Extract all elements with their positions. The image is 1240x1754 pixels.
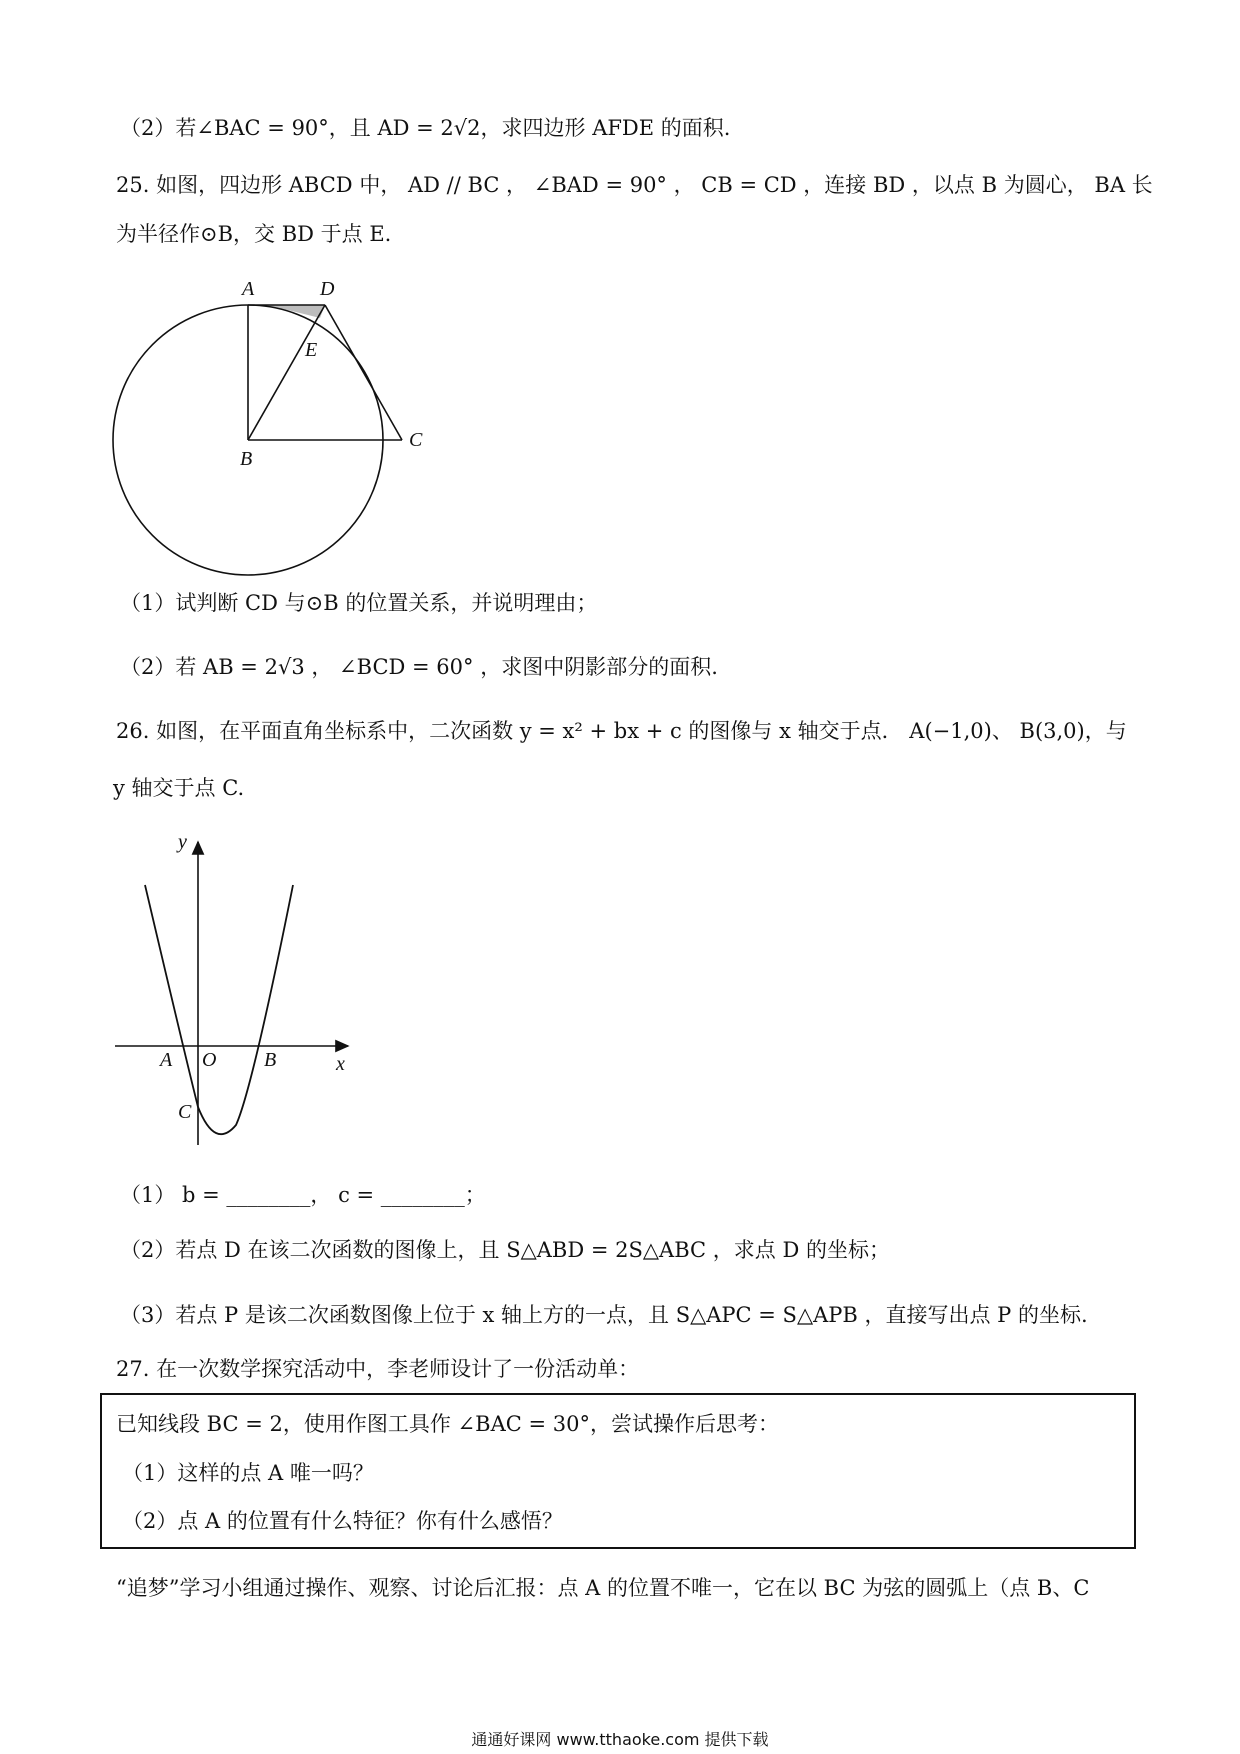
activity-box [100, 1393, 1136, 1549]
q26-part2: （2）若点 D 在该二次函数的图像上，且 S△ABD = 2S△ABC ，求点 D 的坐标； [120, 1238, 890, 1262]
label-b: B [264, 1049, 277, 1071]
box-line3: （2）点 A 的位置有什么特征？你有什么感悟？ [122, 1509, 563, 1533]
q26-stem-line2: y 轴交于点 C. [113, 776, 245, 800]
q26-figure [100, 830, 360, 1160]
q25-part2: （2）若 AB = 2√3 ， ∠BCD = 60° ，求图中阴影部分的面积. [120, 655, 718, 679]
label-y: y [178, 831, 187, 853]
segment-bd [248, 305, 325, 440]
label-x: x [336, 1053, 345, 1075]
label-a: A [242, 278, 255, 300]
label-b: B [240, 448, 253, 470]
q27-report: “追梦”学习小组通过操作、观察、讨论后汇报：点 A 的位置不唯一，它在以 BC 为弦的圆弧上（点 B、C [116, 1576, 1090, 1600]
box-line1: 已知线段 BC = 2，使用作图工具作 ∠BAC = 30°，尝试操作后思考： [116, 1412, 779, 1436]
q25-stem-line2: 为半径作⊙B，交 BD 于点 E. [116, 222, 392, 246]
q26-part1: （1） b = ________， c = ________； [120, 1183, 486, 1207]
label-e: E [305, 339, 318, 361]
label-c: C [409, 429, 423, 451]
shaded-region [248, 305, 325, 318]
q25-figure [100, 270, 460, 600]
q24-part2: （2）若∠BAC = 90°，且 AD = 2√2，求四边形 AFDE 的面积. [120, 116, 731, 140]
q26-stem-line1: 26. 如图，在平面直角坐标系中，二次函数 y = x² + bx + c 的图像与 x 轴交于点． A(−1,0)、 B(3,0)，与 [116, 719, 1127, 743]
label-a: A [160, 1049, 173, 1071]
label-o: O [202, 1049, 217, 1071]
parabola [145, 885, 293, 1134]
q25-stem-line1: 25. 如图，四边形 ABCD 中， AD // BC ， ∠BAD = 90° ， CB = CD ，连接 BD ，以点 B 为圆心， BA 长 [116, 173, 1153, 197]
page-footer: 通通好课网 www.tthaoke.com 提供下载 [471, 1730, 769, 1749]
segment-dc [325, 305, 402, 440]
q26-part3: （3）若点 P 是该二次函数图像上位于 x 轴上方的一点，且 S△APC = S△APB ，直接写出点 P 的坐标. [120, 1303, 1088, 1327]
label-d: D [320, 278, 335, 300]
q25-part1: （1）试判断 CD 与⊙B 的位置关系，并说明理由； [120, 591, 598, 615]
label-c: C [178, 1101, 192, 1123]
box-line2: （1）这样的点 A 唯一吗？ [122, 1461, 374, 1485]
q27-stem: 27. 在一次数学探究活动中，李老师设计了一份活动单： [116, 1357, 640, 1381]
